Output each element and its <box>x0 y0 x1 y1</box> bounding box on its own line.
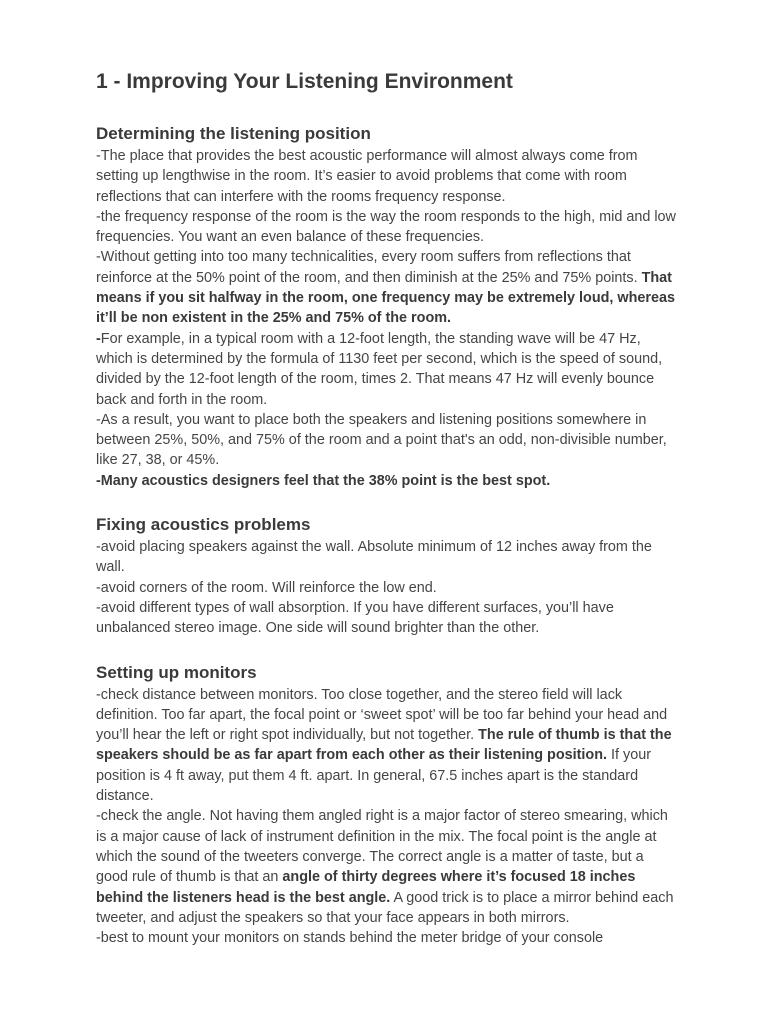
text-run: -check the angle. Not having them angled right is a major factor of stereo smearing, which is a major cause of lack of instrument definition in the mix. The focal point is the angle at which the sound of the tweeters converge. The correct angle is a matter of taste, but a good rule of thumb is that an <box>96 808 668 886</box>
section-determining-the-listening-position <box>96 122 678 491</box>
section-heading: Setting up monitors <box>96 662 257 682</box>
paragraph <box>96 329 678 410</box>
section-fixing-acoustics-problems <box>96 513 678 638</box>
section-heading: Fixing acoustics problems <box>96 515 311 535</box>
paragraph <box>96 247 678 328</box>
text-run: A good trick is to place a mirror behind each tweeter, and adjust the speakers so that your face appears in both mirrors. <box>96 889 674 926</box>
text-run: -The place that provides the best acoustic performance will almost always come from setting up lengthwise in the room. It’s easier to avoid problems that come with room reflections that can interfere with the rooms frequency response. <box>96 148 638 205</box>
document-body <box>96 122 678 948</box>
text-run: -avoid corners of the room. Will reinforce the low end. <box>96 579 437 596</box>
text-run: -the frequency response of the room is the way the room responds to the high, mid and low frequencies. You want an even balance of these frequencies. <box>96 208 676 246</box>
text-run: For example, in a typical room with a 12-foot length, the standing wave will be 47 Hz, which is determined by the formula of 1130 feet per second, which is the speed of sound, divided by the 12-foot length of the room, times 2. That means 47 Hz will evenly bounce back and forth in the room. <box>96 330 663 408</box>
bold-text: That means if you sit halfway in the room, one frequency may be extremely loud, whereas it’ll be non existent in the 25% and 75% of the room. <box>96 269 675 327</box>
bold-text: angle of thirty degrees where it’s focused 18 inches behind the listeners head is the best angle. <box>96 869 636 906</box>
text-run: -best to mount your monitors on stands behind the meter bridge of your console <box>96 930 604 947</box>
bold-text: The rule of thumb is that the speakers should be as far apart from each other as their listening position. <box>96 727 672 764</box>
text-run: -Without getting into too many technicalities, every room suffers from reflections that reinforce at the 50% point of the room, and then diminish at the 25% and 75% points. <box>96 249 642 286</box>
section-setting-up-monitors <box>96 661 678 949</box>
paragraph <box>96 578 678 598</box>
text-run: -check distance between monitors. Too close together, and the stereo field will lack definition. Too far apart, the focal point or ‘sweet spot’ will be too far behind your head and you’ll hear the left or right spot individually, but not together. <box>96 686 668 744</box>
text-run: -As a result, you want to place both the speakers and listening positions somewhere in between 25%, 50%, and 75% of the room and a point that's an odd, non-divisible number, like 27, 38, or 45%. <box>96 411 667 469</box>
paragraph <box>96 928 678 948</box>
paragraph <box>96 146 678 207</box>
text-run: -avoid different types of wall absorption. If you have different surfaces, you’ll have unbalanced stereo image. One side will sound brighter than the other. <box>96 599 614 637</box>
text-run: -avoid placing speakers against the wall. Absolute minimum of 12 inches away from the wall. <box>96 539 652 576</box>
paragraph <box>96 806 678 928</box>
section-heading: Determining the listening position <box>96 124 371 143</box>
paragraph <box>96 410 678 471</box>
paragraph <box>96 685 678 807</box>
paragraph <box>96 598 678 639</box>
text-run: If your position is 4 ft away, put them 4 ft. apart. In general, 67.5 inches apart is the standard distance. <box>96 747 652 805</box>
paragraph <box>96 207 678 248</box>
document-title: 1 - Improving Your Listening Environment <box>96 70 513 93</box>
bold-text: -Many acoustics designers feel that the 38% point is the best spot. <box>96 472 551 489</box>
bold-text: - <box>96 330 101 347</box>
paragraph <box>96 537 678 578</box>
paragraph <box>96 471 678 491</box>
